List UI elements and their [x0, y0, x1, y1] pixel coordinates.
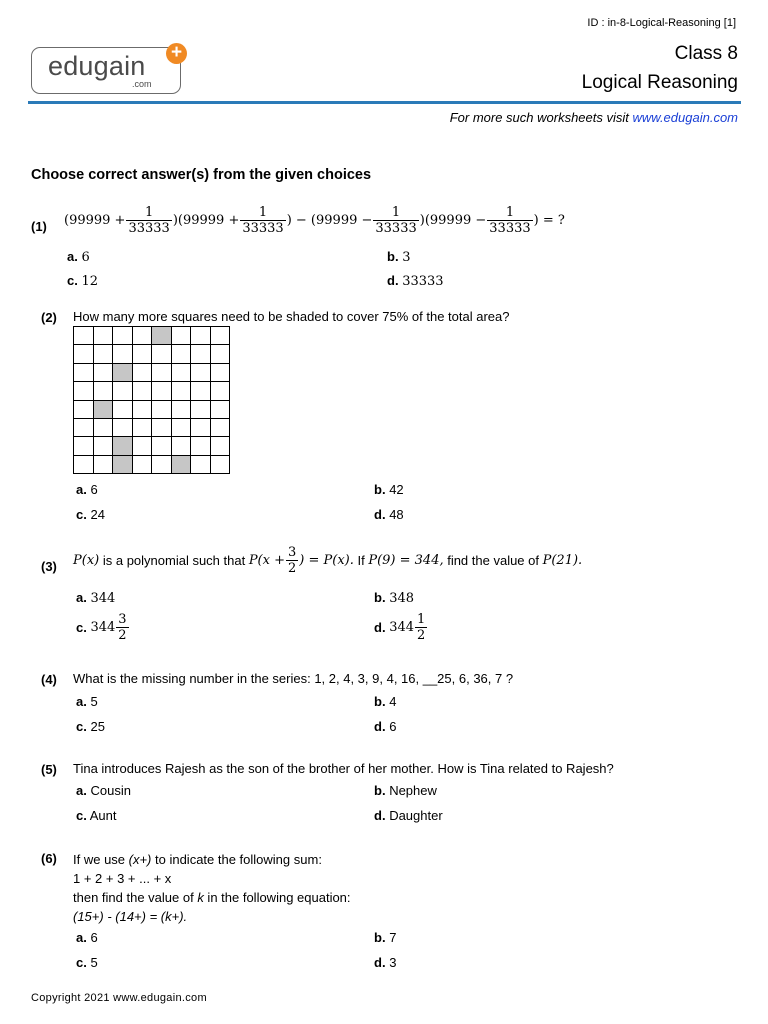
q1-fraction	[126, 205, 171, 236]
grid-cell	[152, 401, 172, 419]
option-label: c.	[76, 808, 87, 823]
grid-cell	[191, 401, 211, 419]
grid-cell	[152, 364, 172, 382]
q2-option-a[interactable]	[76, 482, 98, 497]
option-value: 344	[389, 620, 415, 635]
q3-text: is a polynomial such that	[99, 553, 249, 568]
option-value: Aunt	[89, 808, 117, 823]
q3-option-b[interactable]	[374, 590, 414, 606]
question-3-number: (3)	[41, 559, 57, 574]
q6-text: in the following equation:	[203, 890, 351, 905]
grid-cell	[74, 456, 94, 474]
grid-cell	[133, 382, 153, 400]
q6-sum: 1 + 2 + 3 + ... + x	[73, 871, 172, 886]
option-label: a.	[76, 590, 87, 605]
grid-cell	[211, 364, 231, 382]
grid-cell	[211, 327, 231, 345]
grid-cell	[133, 364, 153, 382]
q3-p-close: ) = P(x).	[299, 553, 354, 568]
grid-cell	[172, 401, 192, 419]
grid-cell-shaded	[152, 327, 172, 345]
q5-option-b[interactable]	[374, 783, 437, 798]
option-label: b.	[374, 482, 386, 497]
grid-cell	[94, 419, 114, 437]
option-value: Daughter	[389, 808, 443, 823]
question-1-expression	[64, 205, 565, 236]
grid-cell	[113, 419, 133, 437]
option-value: 344	[90, 591, 116, 606]
subject-title: Logical Reasoning	[581, 72, 738, 93]
grid-cell	[74, 345, 94, 363]
grid-cell	[133, 456, 153, 474]
grid-cell	[211, 401, 231, 419]
option-value: 33333	[402, 274, 444, 289]
grid-cell	[172, 437, 192, 455]
option-value: 6	[90, 482, 98, 497]
grid-cell	[191, 327, 211, 345]
q4-option-d[interactable]	[374, 719, 396, 734]
grid-cell	[191, 364, 211, 382]
grid-cell	[172, 382, 192, 400]
question-3-text	[73, 545, 582, 576]
fraction-denominator: 33333	[489, 221, 531, 236]
grid-cell	[133, 437, 153, 455]
question-1-number: (1)	[31, 219, 47, 234]
q6-option-c[interactable]	[76, 955, 98, 970]
grid-cell	[94, 364, 114, 382]
option-value: 5	[90, 955, 98, 970]
grid-cell	[211, 345, 231, 363]
grid-cell	[74, 437, 94, 455]
grid-cell-shaded	[113, 364, 133, 382]
grid-cell	[113, 382, 133, 400]
header-divider	[28, 101, 741, 104]
option-value: 5	[90, 694, 98, 709]
option-label: d.	[374, 955, 386, 970]
edugain-logo[interactable]	[31, 47, 181, 94]
q3-target: P(21).	[542, 553, 583, 568]
grid-cell	[133, 327, 153, 345]
option-label: b.	[374, 930, 386, 945]
q1-fraction	[240, 205, 285, 236]
q3-p-open: P(x +	[248, 553, 285, 568]
grid-cell	[94, 456, 114, 474]
q1-term: ) − (99999 −	[286, 213, 373, 228]
grid-cell	[94, 437, 114, 455]
logo-plus-icon: +	[166, 43, 187, 64]
option-label: d.	[387, 273, 399, 288]
q1-option-b[interactable]	[387, 249, 410, 265]
option-label: d.	[374, 507, 386, 522]
edugain-link[interactable]: www.edugain.com	[632, 110, 738, 125]
document-id: ID : in-8-Logical-Reasoning [1]	[587, 17, 736, 29]
grid-cell	[152, 456, 172, 474]
q3-text: find the value of	[443, 553, 543, 568]
grid-cell	[211, 419, 231, 437]
option-value: 348	[389, 591, 415, 606]
grid-cell	[94, 327, 114, 345]
q6-notation: (x+)	[128, 852, 152, 867]
q6-text: then find the value of	[73, 890, 198, 905]
option-value: 7	[389, 930, 397, 945]
grid-cell-shaded	[172, 456, 192, 474]
option-label: c.	[76, 507, 87, 522]
option-label: c.	[67, 273, 78, 288]
option-label: a.	[76, 930, 87, 945]
question-5-text: Tina introduces Rajesh as the son of the brother of her mother. How is Tina related to Rajesh?	[73, 761, 614, 776]
q3-fraction	[286, 545, 298, 576]
option-value: 3	[402, 250, 411, 265]
q6-option-d[interactable]	[374, 955, 396, 970]
grid-cell	[211, 437, 231, 455]
option-value: 25	[90, 719, 105, 734]
q3-condition: P(9) = 344,	[368, 553, 444, 568]
fraction-numerator: 1	[417, 612, 426, 627]
q4-option-b[interactable]	[374, 694, 396, 709]
grid-cell	[74, 401, 94, 419]
option-value: 48	[389, 507, 404, 522]
option-label: a.	[76, 482, 87, 497]
q2-option-b[interactable]	[374, 482, 404, 497]
q3-option-c[interactable]	[76, 612, 130, 643]
grid-cell	[152, 382, 172, 400]
grid-cell	[191, 419, 211, 437]
grid-cell	[172, 345, 192, 363]
option-label: d.	[374, 620, 386, 635]
q6-variable: k	[197, 890, 204, 905]
instructions-heading: Choose correct answer(s) from the given choices	[31, 167, 372, 183]
option-value: 344	[90, 620, 116, 635]
fraction-denominator: 33333	[128, 221, 170, 236]
option-label: a.	[76, 783, 87, 798]
option-value: 24	[90, 507, 105, 522]
grid-cell	[191, 382, 211, 400]
q1-term: )(99999 +	[172, 213, 240, 228]
q3-px: P(x)	[73, 553, 100, 568]
fraction-denominator: 33333	[375, 221, 417, 236]
grid-cell	[74, 327, 94, 345]
q6-text: If we use	[73, 852, 129, 867]
grid-cell	[152, 419, 172, 437]
option-label: c.	[76, 955, 87, 970]
grid-cell	[211, 382, 231, 400]
option-value: Cousin	[90, 783, 131, 798]
grid-cell	[133, 401, 153, 419]
option-label: a.	[67, 249, 78, 264]
q6-text: to indicate the following sum:	[151, 852, 322, 867]
q1-option-c[interactable]	[67, 273, 98, 289]
q6-equation: (15+) - (14+) = (k+).	[73, 909, 188, 924]
q1-option-d[interactable]	[387, 273, 444, 289]
option-value: 4	[389, 694, 397, 709]
q3-option-a[interactable]	[76, 590, 115, 606]
logo-text: edugain	[48, 51, 146, 81]
q6-option-b[interactable]	[374, 930, 396, 945]
option-value: Nephew	[389, 783, 437, 798]
option-label: a.	[76, 694, 87, 709]
grid-cell	[74, 364, 94, 382]
fraction-denominator: 2	[118, 628, 127, 643]
option-value: 6	[81, 250, 90, 265]
q3-option-d[interactable]	[374, 612, 428, 643]
grid-cell	[172, 327, 192, 345]
more-worksheets-line	[450, 110, 738, 125]
grid-cell-shaded	[113, 437, 133, 455]
q1-fraction	[487, 205, 532, 236]
shading-grid	[73, 326, 230, 474]
q1-option-a[interactable]	[67, 249, 90, 265]
option-fraction	[415, 612, 427, 643]
grid-cell	[152, 437, 172, 455]
option-value: 6	[90, 930, 98, 945]
option-label: d.	[374, 719, 386, 734]
fraction-denominator: 2	[417, 628, 426, 643]
q1-fraction	[373, 205, 418, 236]
q5-option-a[interactable]	[76, 783, 131, 798]
option-label: c.	[76, 620, 87, 635]
question-2-number: (2)	[41, 310, 57, 325]
more-worksheets-text: For more such worksheets visit	[449, 110, 633, 125]
option-label: b.	[387, 249, 399, 264]
option-value: 42	[389, 482, 404, 497]
fraction-denominator: 2	[288, 561, 297, 576]
fraction-numerator: 3	[288, 545, 297, 560]
q4-option-a[interactable]	[76, 694, 98, 709]
grid-cell-shaded	[94, 401, 114, 419]
option-fraction	[116, 612, 128, 643]
q1-term: )(99999 −	[419, 213, 487, 228]
class-title: Class 8	[674, 43, 738, 64]
grid-cell	[94, 345, 114, 363]
grid-cell	[74, 382, 94, 400]
grid-cell	[191, 345, 211, 363]
grid-cell	[133, 419, 153, 437]
question-2-text: How many more squares need to be shaded to cover 75% of the total area?	[73, 309, 510, 324]
option-value: 6	[389, 719, 397, 734]
fraction-numerator: 1	[505, 205, 515, 220]
q1-term: (99999 +	[64, 213, 126, 228]
grid-cell	[113, 345, 133, 363]
q1-term: ) = ?	[533, 213, 565, 228]
option-value: 12	[81, 274, 99, 289]
fraction-numerator: 3	[118, 612, 127, 627]
question-4-text: What is the missing number in the series: 1, 2, 4, 3, 9, 4, 16, __25, 6, 36, 7 ?	[73, 671, 514, 686]
q4-option-c[interactable]	[76, 719, 105, 734]
option-label: c.	[76, 719, 87, 734]
grid-cell	[94, 382, 114, 400]
option-label: b.	[374, 783, 386, 798]
copyright-footer: Copyright 2021 www.edugain.com	[31, 992, 207, 1004]
q6-option-a[interactable]	[76, 930, 98, 945]
grid-cell	[172, 419, 192, 437]
grid-cell	[152, 345, 172, 363]
grid-cell	[191, 437, 211, 455]
grid-cell	[211, 456, 231, 474]
question-6-number: (6)	[41, 851, 57, 866]
grid-cell	[113, 327, 133, 345]
q2-option-c[interactable]	[76, 507, 105, 522]
option-label: b.	[374, 590, 386, 605]
grid-cell	[172, 364, 192, 382]
grid-cell	[133, 345, 153, 363]
question-6-text	[73, 850, 351, 926]
q5-option-c[interactable]	[76, 808, 117, 823]
fraction-denominator: 33333	[242, 221, 284, 236]
logo-com-text: .com	[132, 79, 152, 89]
option-label: b.	[374, 694, 386, 709]
q2-option-d[interactable]	[374, 507, 404, 522]
option-value: 3	[389, 955, 397, 970]
question-4-number: (4)	[41, 672, 57, 687]
fraction-numerator: 1	[258, 205, 268, 220]
q5-option-d[interactable]	[374, 808, 443, 823]
fraction-numerator: 1	[144, 205, 154, 220]
option-label: d.	[374, 808, 386, 823]
fraction-numerator: 1	[391, 205, 401, 220]
grid-cell-shaded	[113, 456, 133, 474]
question-5-number: (5)	[41, 762, 57, 777]
grid-cell	[74, 419, 94, 437]
grid-cell	[191, 456, 211, 474]
grid-cell	[113, 401, 133, 419]
q3-text: If	[353, 553, 369, 568]
